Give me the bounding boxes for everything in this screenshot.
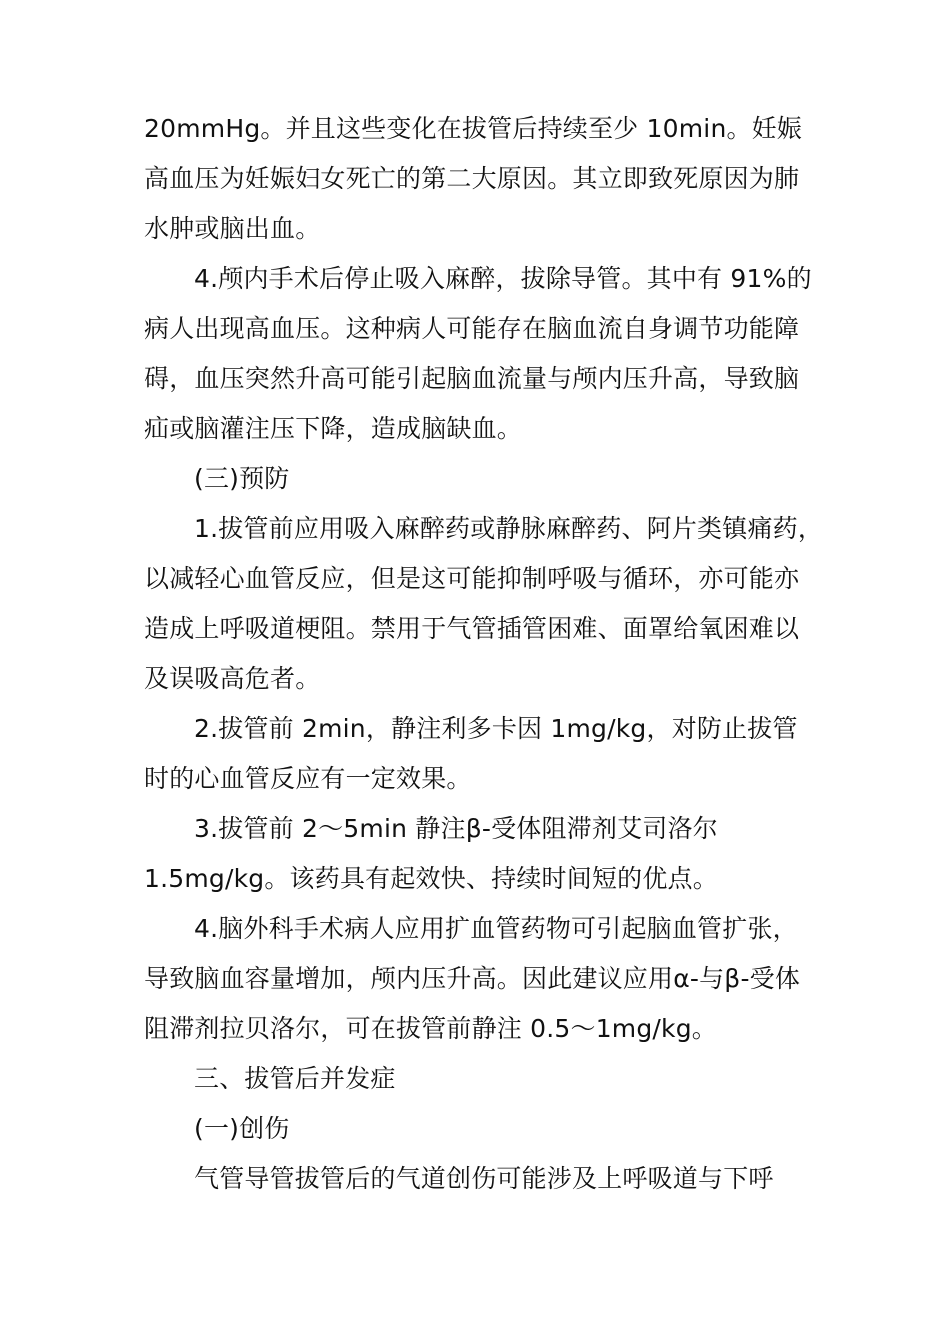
- text-line-18: 导致脑血容量增加，颅内压升高。因此建议应用α-与β-受体: [144, 964, 801, 993]
- text-line-16: 1.5mg/kg。该药具有起效快、持续时间短的优点。: [144, 864, 718, 893]
- text-line-9: 1.拔管前应用吸入麻醉药或静脉麻醉药、阿片类镇痛药，: [194, 514, 824, 543]
- text-line-4: 4.颅内手术后停止吸入麻醉，拔除导管。其中有 91%的: [194, 264, 812, 293]
- text-line-10: 以减轻心血管反应，但是这可能抑制呼吸与循环，亦可能亦: [144, 564, 800, 593]
- text-line-11: 造成上呼吸道梗阻。禁用于气管插管困难、面罩给氧困难以: [144, 614, 800, 643]
- text-line-12: 及误吸高危者。: [144, 664, 321, 693]
- text-line-19: 阻滞剂拉贝洛尔，可在拔管前静注 0.5～1mg/kg。: [144, 1014, 718, 1043]
- text-line-14: 时的心血管反应有一定效果。: [144, 764, 472, 793]
- text-line-2: 高血压为妊娠妇女死亡的第二大原因。其立即致死原因为肺: [144, 164, 800, 193]
- text-line-17: 4.脑外科手术病人应用扩血管药物可引起脑血管扩张，: [194, 914, 798, 943]
- text-line-15: 3.拔管前 2～5min 静注β-受体阻滞剂艾司洛尔: [194, 814, 718, 843]
- text-line-6: 碍，血压突然升高可能引起脑血流量与颅内压升高，导致脑: [144, 364, 800, 393]
- subsection-heading-trauma: (一)创伤: [194, 1114, 290, 1143]
- section-heading-complications: 三、拔管后并发症: [194, 1064, 396, 1093]
- text-line-22: 气管导管拔管后的气道创伤可能涉及上呼吸道与下呼: [194, 1164, 774, 1193]
- text-line-3: 水肿或脑出血。: [144, 214, 321, 243]
- text-line-1: 20mmHg。并且这些变化在拔管后持续至少 10min。妊娠: [144, 114, 803, 143]
- text-line-5: 病人出现高血压。这种病人可能存在脑血流自身调节功能障: [144, 314, 800, 343]
- text-line-7: 疝或脑灌注压下降，造成脑缺血。: [144, 414, 523, 443]
- section-heading-prevention: (三)预防: [194, 464, 290, 493]
- text-line-13: 2.拔管前 2min，静注利多卡因 1mg/kg，对防止拔管: [194, 714, 798, 743]
